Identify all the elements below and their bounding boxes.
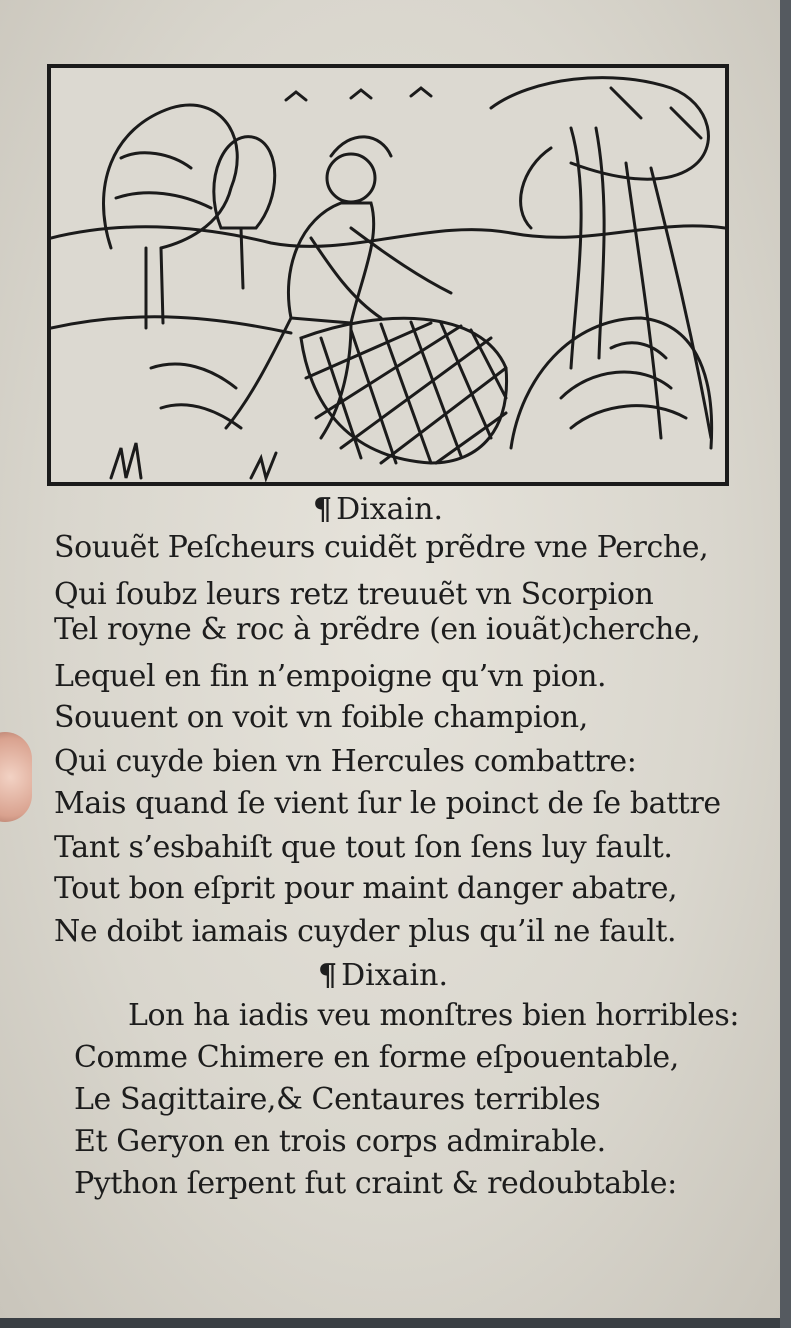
book-spine-edge	[780, 0, 791, 1328]
poem-1-heading	[313, 492, 443, 527]
poem-2-heading	[318, 958, 448, 993]
poem-1-line-1: Souuẽt Peſcheurs cuidẽt prẽdre vne Perche,	[54, 530, 709, 565]
poem-2-line-4: Et Geryon en trois corps admirable.	[74, 1124, 606, 1159]
pilcrow-icon: ¶	[313, 492, 333, 527]
woodcut-illustration	[47, 64, 729, 486]
poem-2-line-5: Python ſerpent fut craint & redoubtable:	[74, 1166, 677, 1201]
poem-1-line-10: Ne doibt iamais cuyder plus qu’il ne fault.	[54, 914, 677, 949]
pilcrow-icon: ¶	[318, 958, 338, 993]
poem-2-line-1: Lon ha iadis veu monſtres bien horribles:	[128, 998, 740, 1033]
poem-1-line-5: Souuent on voit vn foible champion,	[54, 700, 588, 735]
poem-1-line-6: Qui cuyde bien vn Hercules combattre:	[54, 744, 637, 779]
poem-1-line-7: Mais quand ſe vient ſur le poinct de ſe battre	[54, 786, 721, 821]
page-tab-marker	[0, 732, 32, 822]
poem-1-heading-text: Dixain.	[336, 492, 443, 527]
poem-1-line-3: Tel royne & roc à prẽdre (en iouãt)cherche,	[54, 612, 701, 647]
poem-1-line-8: Tant s’esbahiſt que tout ſon ſens luy fault.	[54, 830, 673, 865]
woodcut-fisherman-with-net-icon	[51, 68, 725, 482]
poem-1-line-9: Tout bon eſprit pour maint danger abatre,	[54, 871, 678, 906]
poem-2-heading-text: Dixain.	[341, 958, 448, 993]
poem-2-line-2: Comme Chimere en forme eſpouentable,	[74, 1040, 679, 1075]
poem-1-line-4: Lequel en fin n’empoigne qu’vn pion.	[54, 659, 607, 694]
poem-2-line-3: Le Sagittaire,& Centaures terribles	[74, 1082, 601, 1117]
poem-1-line-2: Qui ſoubz leurs retz treuuẽt vn Scorpion	[54, 577, 654, 612]
